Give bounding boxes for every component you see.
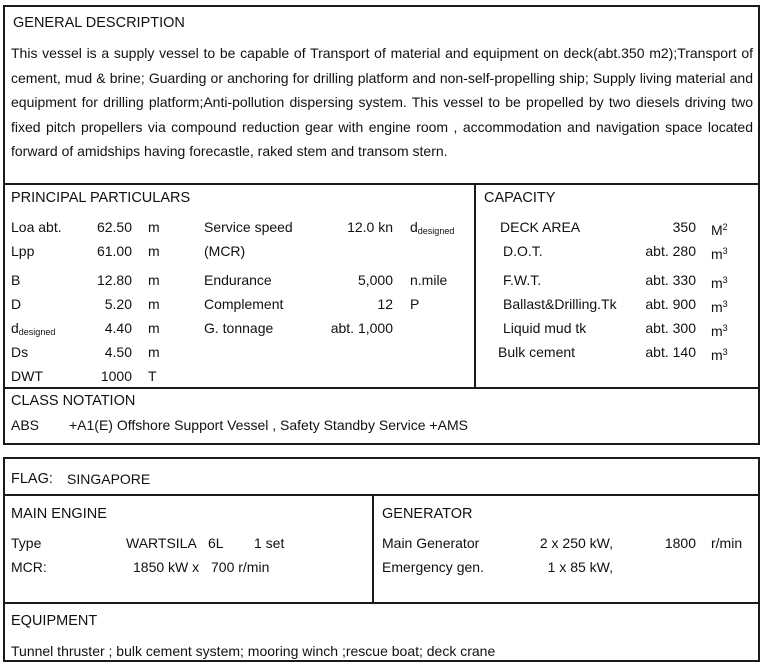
cap-unit-ballast: $m^3$ <box>711 299 728 315</box>
cap-unit-fwt-sup: 3 <box>722 275 728 285</box>
main-engine-mcr-label: MCR: <box>11 559 47 575</box>
cap-value-bulk-cement: abt. 140 <box>645 344 696 360</box>
cap-value-dot: abt. 280 <box>645 243 696 259</box>
pp-label-b: B <box>11 272 21 288</box>
cap-unit-liquid-mud-sup: 3 <box>722 323 728 333</box>
pp-unit-ds: m <box>148 344 160 360</box>
main-generator-speed: 1800 <box>664 535 696 551</box>
cap-label-fwt: F.W.T. <box>503 272 542 288</box>
pp-value-gross-tonnage: abt. 1,000 <box>330 320 393 336</box>
general-description-title: GENERAL DESCRIPTION <box>13 15 185 31</box>
emergency-generator-label: Emergency gen. <box>382 559 484 575</box>
flag-label: FLAG: <box>11 471 53 487</box>
pp-label-loa: Loa abt. <box>11 219 62 235</box>
pp-unit-loa: m <box>148 219 160 235</box>
cap-label-ballast: Ballast&Drilling.Tk <box>503 296 617 312</box>
pp-label-lpp: Lpp <box>11 243 35 259</box>
general-description-text: This vessel is a supply vessel to be capable of Transport of material and equipment on deck(abt.350 m2);Transport of cement, mud & brine; Guarding or anchoring for drilling platform and non-self-propelling ship; Supply living material and equipment for drilling platform;Anti-pollution dispersing system. This vessel to be propelled by two diesels driving two fixed pitch propellers via compound reduction gear with engine room , accommodation and navigation space located forward of amidships having forecastle, raked stem and transom stern. <box>11 45 753 159</box>
cap-value-liquid-mud: abt. 300 <box>645 320 696 336</box>
cap-unit-ballast-sup: 3 <box>722 299 728 309</box>
pp-value-d: 5.20 <box>104 296 132 312</box>
pp-label-complement: Complement <box>204 296 284 312</box>
capacity-title: CAPACITY <box>484 190 556 206</box>
equipment-title: EQUIPMENT <box>11 613 98 629</box>
emergency-generator-value: 1 x 85 kW, <box>547 559 613 575</box>
pp-value-complement: 12 <box>377 296 393 312</box>
principal-particulars-title: PRINCIPAL PARTICULARS <box>11 190 191 206</box>
cap-value-deck-area: 350 <box>672 219 696 235</box>
cap-unit-bulk-cement-sup: 3 <box>722 347 728 357</box>
pp-unit-complement: P <box>410 296 420 312</box>
pp-unit-b: m <box>148 272 160 288</box>
cap-value-ballast: abt. 900 <box>645 296 696 312</box>
machinery-divider <box>372 494 374 604</box>
pp-label-mcr: (MCR) <box>204 243 246 259</box>
pp-unit-dwt: T <box>148 368 157 384</box>
cap-unit-deck-area-sup: 2 <box>722 222 728 232</box>
main-engine-model: 6L <box>208 535 224 551</box>
pp-label-d-designed: $d_{designed}$ <box>11 320 56 337</box>
cap-unit-deck-area: $M^2$ <box>711 222 728 238</box>
main-engine-title: MAIN ENGINE <box>11 506 107 522</box>
pp-label-d: D <box>11 296 22 312</box>
pp-unit-lpp: m <box>148 243 160 259</box>
pp-label-gross-tonnage: G. tonnage <box>204 320 274 336</box>
pp-unit-endurance: n.mile <box>410 272 448 288</box>
class-society: ABS <box>11 417 40 433</box>
main-engine-qty: 1 set <box>254 535 285 551</box>
pp-label-service-speed: Service speed <box>204 219 293 235</box>
cap-unit-dot-sup: 3 <box>722 246 728 256</box>
main-engine-power: 1850 kW x <box>133 559 200 575</box>
main-engine-type-label: Type <box>11 535 42 551</box>
main-generator-speed-unit: r/min <box>711 535 743 551</box>
main-engine-maker: WARTSILA <box>126 535 197 551</box>
pp-label-dwt: DWT <box>11 368 43 384</box>
cap-label-dot: D.O.T. <box>503 243 543 259</box>
class-notation-text: +A1(E) Offshore Support Vessel , Safety Standby Service +AMS <box>69 417 468 433</box>
pp-label-endurance: Endurance <box>204 272 272 288</box>
pp-unit-d: m <box>148 296 160 312</box>
generator-title: GENERATOR <box>382 506 473 522</box>
cap-unit-bulk-cement: $m^3$ <box>711 347 728 363</box>
pp-value-service-speed: 12.0 kn <box>347 219 393 235</box>
pp-label-ds: Ds <box>11 344 29 360</box>
pp-unit-service-speed-sub: designed <box>417 226 455 236</box>
pp-value-loa: 62.50 <box>96 219 132 235</box>
cap-value-fwt: abt. 330 <box>645 272 696 288</box>
cap-label-deck-area: DECK AREA <box>500 219 581 235</box>
pp-value-d-designed: 4.40 <box>104 320 132 336</box>
main-generator-value: 2 x 250 kW, <box>539 535 613 551</box>
pp-label-d-designed-sub: designed <box>18 327 56 337</box>
main-engine-speed: 700 r/min <box>211 559 270 575</box>
cap-unit-fwt: $m^3$ <box>711 275 728 291</box>
pp-value-lpp: 61.00 <box>96 243 132 259</box>
section-divider <box>474 183 476 389</box>
pp-unit-service-speed: $d_{designed}$ <box>410 219 455 236</box>
flag-value: SINGAPORE <box>67 471 151 487</box>
cap-label-bulk-cement: Bulk cement <box>498 344 576 360</box>
pp-value-b: 12.80 <box>96 272 132 288</box>
pp-value-ds: 4.50 <box>104 344 132 360</box>
pp-value-endurance: 5,000 <box>357 272 393 288</box>
class-notation-title: CLASS NOTATION <box>11 393 136 409</box>
main-generator-label: Main Generator <box>382 535 480 551</box>
equipment-text: Tunnel thruster ; bulk cement system; mooring winch ;rescue boat; deck crane <box>11 643 496 659</box>
cap-label-liquid-mud: Liquid mud tk <box>503 320 587 336</box>
pp-unit-d-designed: m <box>148 320 160 336</box>
cap-unit-dot: $m^3$ <box>711 246 728 262</box>
cap-unit-liquid-mud: $m^3$ <box>711 323 728 339</box>
pp-value-dwt: 1000 <box>100 368 132 384</box>
